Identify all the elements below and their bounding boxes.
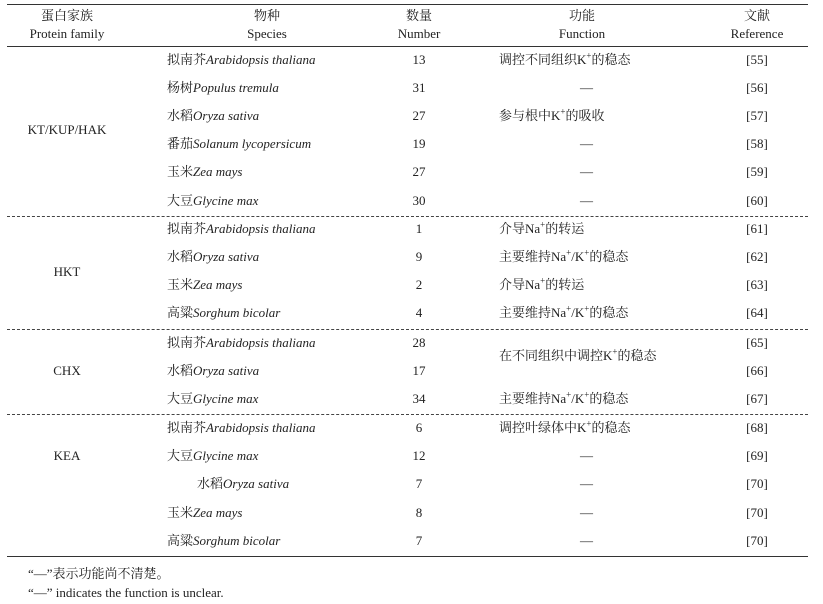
reference-cell: [62] (746, 249, 768, 264)
function-cell: 介导Na+的转运 (499, 219, 585, 236)
function-cell: 调控叶绿体中K+的稳态 (499, 418, 631, 435)
header-family: 蛋白家族 Protein family (29, 8, 105, 41)
reference-cell: [66] (746, 363, 768, 378)
table-row (7, 414, 808, 442)
header-function: 功能 Function (558, 8, 606, 41)
species-cell: 水稻Oryza sativa (167, 249, 260, 264)
number-cell: 2 (415, 277, 423, 292)
function-cell: — (580, 533, 593, 548)
reference-cell: [70] (746, 476, 768, 491)
table-row (7, 527, 808, 555)
function-cell: 主要维持Na+/K+的稳态 (499, 303, 629, 320)
function-cell: — (580, 505, 593, 520)
species-cell: 高粱Sorghum bicolar (167, 305, 281, 320)
function-cell: 参与根中K+的吸收 (499, 106, 605, 123)
reference-cell: [64] (746, 305, 768, 320)
species-cell: 大豆Glycine max (167, 448, 259, 463)
species-cell: 杨树Populus tremula (167, 80, 279, 95)
table-row (7, 215, 808, 243)
species-cell: 高粱Sorghum bicolar (167, 533, 281, 548)
number-cell: 31 (412, 80, 426, 95)
reference-cell: [58] (746, 136, 768, 151)
reference-cell: [65] (746, 335, 768, 350)
reference-cell: [68] (746, 420, 768, 435)
function-cell: — (580, 476, 593, 491)
number-cell: 28 (412, 335, 426, 350)
reference-cell: [70] (746, 505, 768, 520)
species-cell: 玉米Zea mays (167, 505, 243, 520)
chx-merged-function: 在不同组织中调控K+的稳态 (499, 346, 657, 363)
function-cell: — (580, 448, 593, 463)
header-number: 数量 Number (397, 8, 441, 41)
reference-cell: [59] (746, 164, 768, 179)
table-row (7, 74, 808, 102)
table-row (7, 385, 808, 413)
reference-cell: [60] (746, 193, 768, 208)
number-cell: 34 (412, 391, 426, 406)
function-cell: — (580, 80, 593, 95)
number-cell: 7 (415, 533, 423, 548)
species-cell: 拟南芥Arabidopsis thaliana (167, 221, 316, 236)
number-cell: 7 (415, 476, 423, 491)
bottom-rule (7, 556, 808, 557)
function-cell: — (580, 164, 593, 179)
species-cell: 玉米Zea mays (167, 277, 243, 292)
table-row (7, 130, 808, 158)
species-cell: 拟南芥Arabidopsis thaliana (167, 335, 316, 350)
species-cell: 水稻Oryza sativa (167, 108, 260, 123)
table-row (7, 329, 808, 357)
reference-cell: [55] (746, 52, 768, 67)
function-cell: — (580, 136, 593, 151)
species-cell: 拟南芥Arabidopsis thaliana (167, 52, 316, 67)
header-reference: 文献 Reference (730, 8, 784, 41)
header-species: 物种 Species (247, 8, 287, 41)
reference-cell: [70] (746, 533, 768, 548)
number-cell: 8 (415, 505, 423, 520)
number-cell: 13 (412, 52, 426, 67)
table-row (7, 299, 808, 327)
species-cell: 番茄Solanum lycopersicum (167, 136, 312, 151)
footnote-cn: “—”表示功能尚不清楚。 (28, 566, 170, 581)
table-row (7, 271, 808, 299)
function-cell: 介导Na+的转运 (499, 275, 585, 292)
reference-cell: [57] (746, 108, 768, 123)
number-cell: 27 (412, 108, 426, 123)
number-cell: 1 (415, 221, 423, 236)
table-row (7, 46, 808, 74)
reference-cell: [69] (746, 448, 768, 463)
species-cell: 玉米Zea mays (167, 164, 243, 179)
number-cell: 6 (415, 420, 423, 435)
number-cell: 4 (415, 305, 423, 320)
function-cell: — (580, 193, 593, 208)
reference-cell: [63] (746, 277, 768, 292)
group-divider (7, 329, 808, 330)
function-cell: 调控不同组织K+的稳态 (499, 50, 631, 67)
function-cell: 主要维持Na+/K+的稳态 (499, 389, 629, 406)
family-label: KEA (53, 448, 81, 463)
group-divider (7, 414, 808, 415)
table-row (7, 187, 808, 215)
table-row (7, 102, 808, 130)
table-row (7, 442, 808, 470)
reference-cell: [61] (746, 221, 768, 236)
table-row (7, 158, 808, 186)
table-row (7, 470, 808, 498)
species-cell: 水稻Oryza sativa (197, 476, 290, 491)
species-cell: 水稻Oryza sativa (167, 363, 260, 378)
family-label: HKT (53, 264, 81, 279)
species-cell: 大豆Glycine max (167, 391, 259, 406)
number-cell: 19 (412, 136, 426, 151)
species-cell: 大豆Glycine max (167, 193, 259, 208)
table-row (7, 499, 808, 527)
number-cell: 17 (412, 363, 426, 378)
number-cell: 12 (412, 448, 426, 463)
table-row (7, 243, 808, 271)
table-row (7, 357, 808, 385)
reference-cell: [56] (746, 80, 768, 95)
reference-cell: [67] (746, 391, 768, 406)
number-cell: 30 (412, 193, 426, 208)
species-cell: 拟南芥Arabidopsis thaliana (167, 420, 316, 435)
number-cell: 27 (412, 164, 426, 179)
group-divider (7, 216, 808, 217)
family-label: CHX (53, 363, 81, 378)
family-label: KT/KUP/HAK (27, 122, 107, 137)
number-cell: 9 (415, 249, 423, 264)
footnote-en: “—” indicates the function is unclear. (28, 585, 224, 600)
function-cell: 主要维持Na+/K+的稳态 (499, 247, 629, 264)
table-header (7, 4, 808, 44)
